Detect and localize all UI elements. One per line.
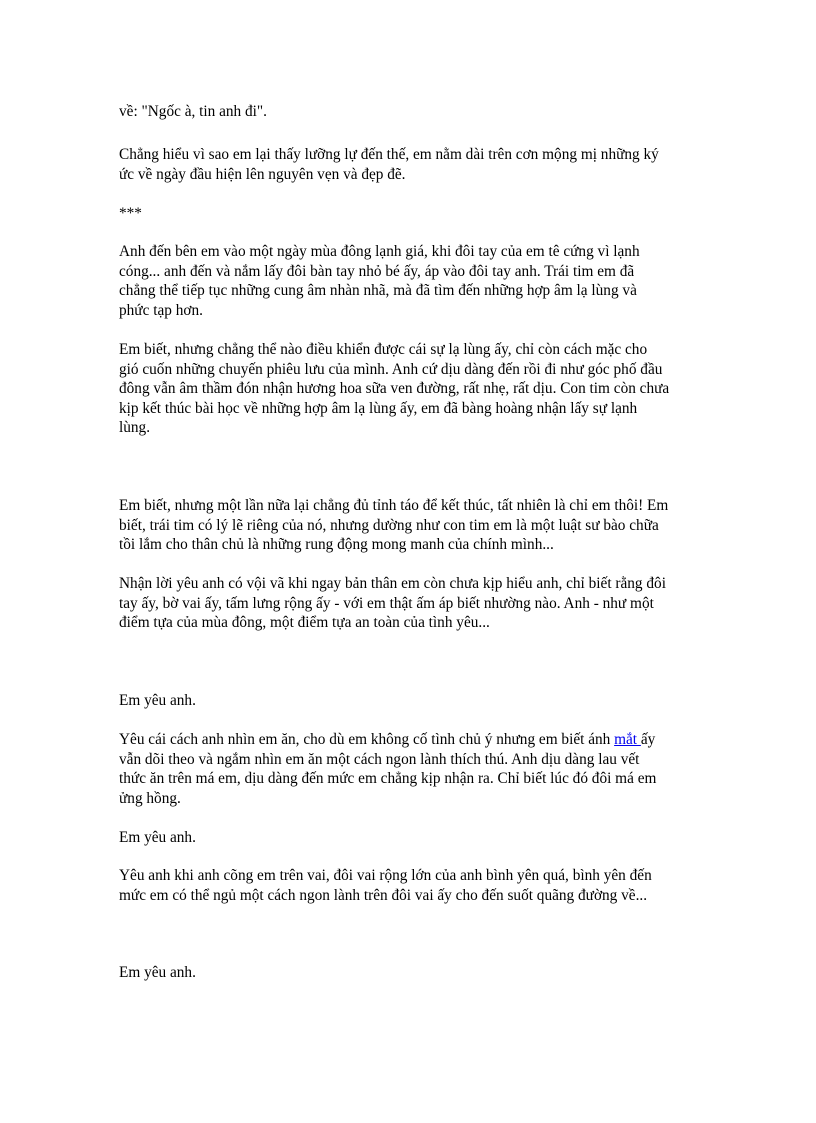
- paragraph-1: về: "Ngốc à, tin anh đi".: [119, 103, 268, 120]
- paragraph-8: Yêu anh khi anh cõng em trên vai, đôi vai rộng lớn của anh bình yên quá, bình yên đến mức em có thể ngủ một cách ngon lành trên đôi vai ấy cho đến suốt quãng đường về...: [119, 867, 652, 904]
- love-line-3: Em yêu anh.: [119, 964, 196, 981]
- separator-stars: ***: [119, 205, 142, 222]
- paragraph-3: Anh đến bên em vào một ngày mùa đông lạnh giá, khi đôi tay của em tê cứng vì lạnh cóng... anh đến và nắm lấy đôi bàn tay nhỏ bé ấy, áp vào đôi tay anh. Trái tim em đã chẳng thể tiếp tục những cung âm nhàn nhã, mà đã tìm đến những hợp âm lạ lùng và phức tạp hơn.: [119, 243, 640, 319]
- love-line-2: Em yêu anh.: [119, 829, 196, 846]
- paragraph-6: Nhận lời yêu anh có vội vã khi ngay bản thân em còn chưa kịp hiểu anh, chỉ biết rằng đôi tay ấy, bờ vai ấy, tấm lưng rộng ấy - với em thật ấm áp biết nhường nào. Anh - như một điểm tựa của mùa đông, một điểm tựa an toàn của tình yêu...: [119, 575, 666, 631]
- paragraph-7-after: ấy vẫn dõi theo và ngắm nhìn em ăn một cách ngon lành thích thú. Anh dịu dàng lau vết thức ăn trên má em, dịu dàng đến mức em chẳng kịp nhận ra. Chỉ biết lúc đó đôi má em ửng hồng.: [119, 731, 657, 807]
- love-line-1: Em yêu anh.: [119, 692, 196, 709]
- paragraph-5: Em biết, nhưng một lần nữa lại chẳng đủ tỉnh táo để kết thúc, tất nhiên là chỉ em thôi! Em biết, trái tim có lý lẽ riêng của nó, nhưng dường như con tim em là một luật sư bào chữa tồi lắm cho thân chủ là những rung động mong manh của chính mình...: [119, 497, 669, 553]
- paragraph-4: Em biết, nhưng chẳng thể nào điều khiển được cái sự lạ lùng ấy, chỉ còn cách mặc cho gió cuốn những chuyến phiêu lưu của mình. Anh cứ dịu dàng đến rồi đi như góc phố đầu đông vẫn âm thầm đón nhận hương hoa sữa ven đường, rất nhẹ, rất dịu. Con tim còn chưa kịp kết thúc bài học về những hợp âm lạ lùng ấy, em đã bàng hoàng nhận lấy sự lạnh lùng.: [119, 341, 670, 436]
- paragraph-7-before: Yêu cái cách anh nhìn em ăn, cho dù em không cố tình chủ ý nhưng em biết ánh: [119, 731, 615, 748]
- inline-link-mat[interactable]: mắt: [614, 731, 641, 748]
- paragraph-7: [119, 730, 699, 808]
- paragraph-2: Chẳng hiểu vì sao em lại thấy lưỡng lự đến thế, em nằm dài trên cơn mộng mị những ký ức về ngày đầu hiện lên nguyên vẹn và đẹp đẽ.: [119, 146, 659, 183]
